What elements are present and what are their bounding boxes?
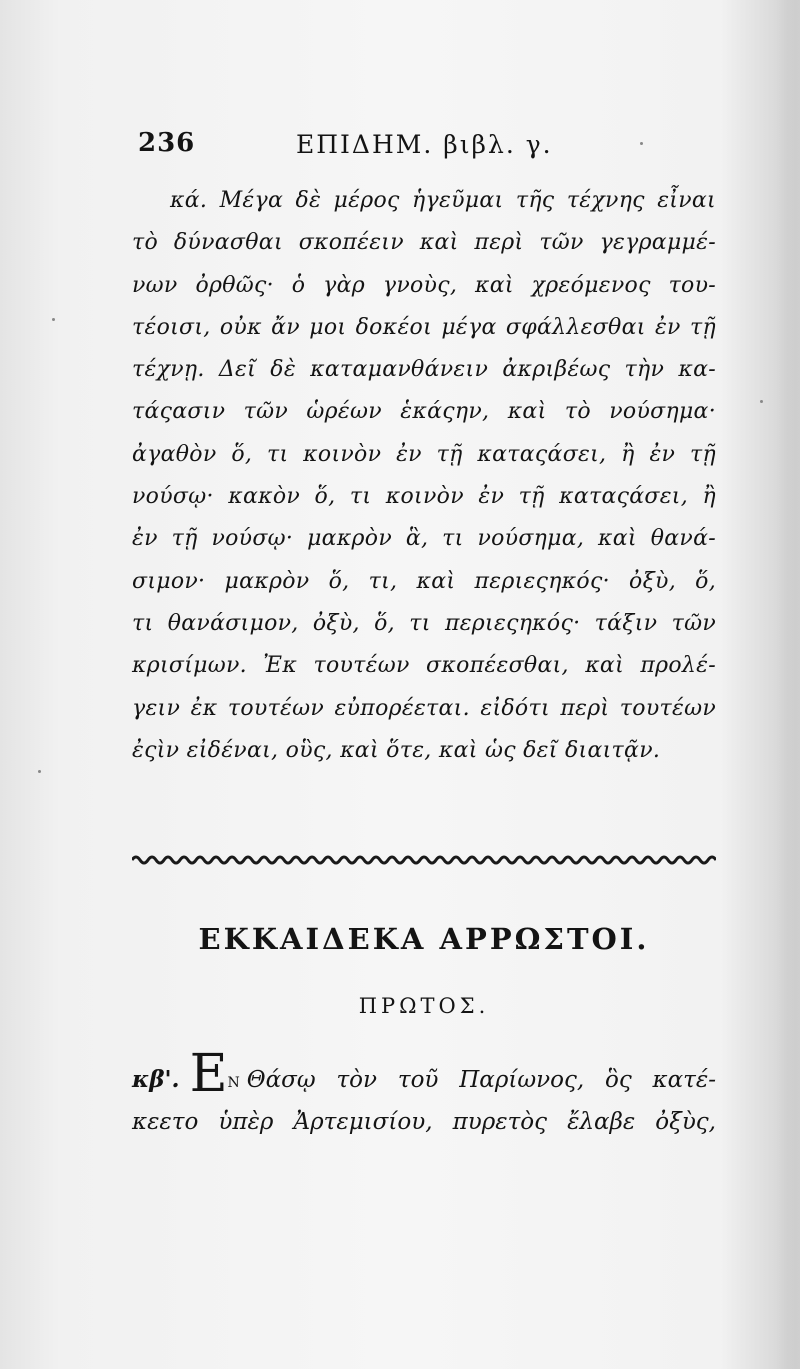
page-gutter-shadow — [776, 0, 800, 1369]
case-line: κεετο ὑπὲρ Ἀρτεμισίου, πυρετὸς ἔλαβε ὀξὺς, — [132, 1109, 716, 1135]
case-number: κβ'. — [132, 1066, 180, 1093]
text-line: τι θανάσιμον, ὀξὺ, ὅ, τι περιεςηκός· τάξιν τῶν — [132, 610, 716, 636]
paper-speck — [38, 770, 41, 773]
text-line: τέοισι, οὐκ ἄν μοι δοκέοι μέγα σφάλλεσθαι ἐν τῇ — [132, 314, 716, 340]
paper-speck — [760, 400, 763, 403]
text-line: τάςασιν τῶν ὡρέων ἑκάςην, καὶ τὸ νούσημα· — [132, 399, 716, 425]
text-line: νων ὀρθῶς· ὁ γὰρ γνοὺς, καὶ χρεόμενος του- — [132, 272, 716, 298]
text-line: γειν ἐκ τουτέων εὐπορέεται. εἰδότι περὶ τουτέων — [132, 695, 716, 721]
body-text — [132, 180, 716, 772]
text-line: τὸ δύνασθαι σκοπέειν καὶ περὶ τῶν γεγραμμέ- — [132, 230, 716, 256]
case-paragraph — [132, 1044, 716, 1146]
subsection-title: ΠΡΩΤΟΣ. — [358, 994, 490, 1018]
text-line: τέχνῃ. Δεῖ δὲ καταμανθάνειν ἀκριβέως τὴν κα- — [132, 357, 716, 383]
wavy-rule — [132, 857, 716, 863]
text-line: κά. Μέγα δὲ μέρος ἡγεῦμαι τῆς τέχνης εἶναι — [170, 188, 716, 213]
text-line: ἐν τῇ νούσῳ· μακρὸν ἃ, τι νούσημα, καὶ θανά- — [132, 526, 716, 552]
text-line: σιμον· μακρὸν ὅ, τι, καὶ περιεςηκός· ὀξὺ, ὅ, — [132, 568, 716, 594]
small-cap: Ν — [227, 1075, 241, 1091]
page-number: 236 — [138, 128, 196, 158]
case-line-text: Θάσῳ τὸν τοῦ Παρίωνος, ὃς κατέ- — [246, 1067, 716, 1093]
section-title: ΕΚΚΑΙΔΕΚΑ ΑΡΡΩΣΤΟΙ. — [198, 922, 650, 956]
text-line: ἀγαθὸν ὅ, τι κοινὸν ἐν τῇ καταςάσει, ἢ ἐν τῇ — [132, 441, 716, 467]
running-head: ΕΠΙΔΗΜ. βιβλ. γ. — [296, 130, 553, 159]
text-line: κρισίμων. Ἐκ τουτέων σκοπέεσθαι, καὶ προλέ- — [132, 653, 716, 679]
drop-cap: Ε — [189, 1044, 228, 1104]
text-line: ἐςὶν εἰδέναι, οὓς, καὶ ὅτε, καὶ ὡς δεῖ διαιτᾷν. — [132, 737, 661, 763]
ornamental-divider — [132, 852, 716, 868]
paper-speck — [52, 318, 55, 321]
text-line: νούσῳ· κακὸν ὅ, τι κοινὸν ἐν τῇ καταςάσει, ἢ — [132, 484, 716, 510]
page-header — [138, 128, 698, 168]
case-line — [132, 1044, 716, 1104]
